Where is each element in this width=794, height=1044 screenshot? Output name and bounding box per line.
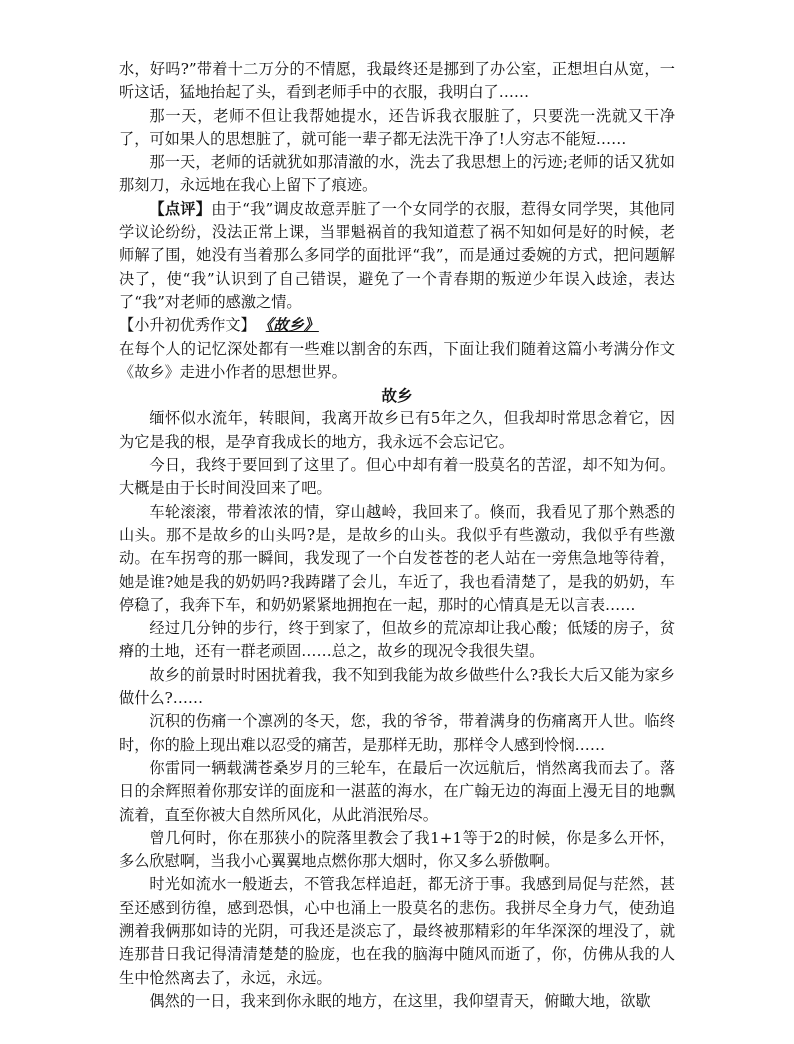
document-page — [119, 58, 675, 1013]
essay-title: 故乡 — [381, 386, 413, 406]
essay-paragraph: 车轮滚滚，带着浓浓的情，穿山越岭，我回来了。倏而，我看见了那个熟悉的山头。那不是故乡的山头吗?是，是故乡的山头。我似乎有些激动，我似乎有些激动。在车拐弯的那一瞬间，我发现了一个白发苍苍的老人站在一旁焦急地等待着，她是谁?她是我的奶奶吗?我踌躇了会儿，车近了，我也看清楚了，是我的奶奶，车停稳了，我奔下车，和奶奶紧紧地拥抱在一起，那时的心情真是无以言表…… — [119, 502, 675, 614]
essay-paragraph: 沉积的伤痛一个凛冽的冬天，您，我的爷爷，带着满身的伤痛离开人世。临终时，你的脸上现出难以忍受的痛苦，是那样无助，那样令人感到怜悯…… — [119, 712, 675, 754]
review-label: 【点评】 — [149, 199, 212, 218]
section-title: 《故乡》 — [265, 316, 319, 335]
review-text: 由于“我”调皮故意弄脏了一个女同学的衣服，惹得女同学哭，其他同学议论纷纷，没法正常上课，当罪魁祸首的我知道惹了祸不知如何是好的时候，老师解了围，她没有当着那么多同学的面批评“我”，而是通过委婉的方式，把问题解决了，使“我”认识到了自己错误，避免了一个青春期的叛逆少年误入歧途，表达了“我”对老师的感激之情。 — [119, 199, 675, 311]
essay-paragraph: 曾几何时，你在那狭小的院落里教会了我1+1等于2的时候，你是多么开怀，多么欣慰啊，当我小心翼翼地点燃你那大烟时，你又多么骄傲啊。 — [119, 828, 675, 871]
essay-paragraph: 偶然的一日，我来到你永眠的地方，在这里，我仰望青天，俯瞰大地，欲歇 — [149, 991, 651, 1010]
section-heading — [119, 314, 675, 337]
essay-paragraph: 今日，我终于要回到了这里了。但心中却有着一股莫名的苦涩，却不知为何。大概是由于长时间没回来了吧。 — [119, 456, 675, 498]
section-label: 【小升初优秀作文】 — [119, 316, 256, 335]
essay-paragraph: 你雷同一辆载满苍桑岁月的三轮车，在最后一次远航后，悄然离我而去了。落日的余辉照着你那安详的面庞和一湛蓝的海水，在广翰无边的海面上漫无目的地飘流着，直至你被大自然所风化，从此消泯殆尽。 — [119, 758, 675, 824]
story-paragraph: 那一天，老师的话就犹如那清澈的水，洗去了我思想上的污迹;老师的话又犹如那刻刀，永远地在我心上留下了痕迹。 — [119, 153, 675, 195]
essay-paragraph: 经过几分钟的步行，终于到家了，但故乡的荒凉却让我心酸；低矮的房子，贫瘠的土地，还有一群老顽固……总之，故乡的现况令我很失望。 — [119, 619, 675, 661]
story-paragraph: 那一天，老师不但让我帮她提水，还告诉我衣服脏了，只要洗一洗就又干净了，可如果人的思想脏了，就可能一辈子都无法洗干净了!人穷志不能短…… — [119, 106, 675, 148]
review-paragraph — [119, 198, 675, 314]
story-paragraph: 水，好吗?”带着十二万分的不情愿，我最终还是挪到了办公室，正想坦白从宽，一听这话，猛地抬起了头，看到老师手中的衣服，我明白了…… — [119, 60, 675, 102]
essay-paragraph: 时光如流水一般逝去，不管我怎样追赶，都无济于事。我感到局促与茫然，甚至还感到彷徨，感到恐惧，心中也涌上一股莫名的悲伤。我拼尽全身力气，使劲追溯着我俩那如诗的光阴，可我还是淡忘了，最终被那精彩的年华深深的埋没了，就连那昔日我记得清清楚楚的脸庞，也在我的脑海中随风而逝了，你，仿佛从我的人生中怆然离去了，永远，永远。 — [119, 875, 675, 987]
essay-paragraph: 故乡的前景时时困扰着我，我不知到我能为故乡做些什么?我长大后又能为家乡做什么?…… — [119, 665, 675, 708]
essay-paragraph: 缅怀似水流年，转眼间，我离开故乡已有5年之久，但我却时常思念着它，因为它是我的根，是孕育我成长的地方，我永远不会忘记它。 — [119, 409, 675, 451]
section-intro: 在每个人的记忆深处都有一些难以割舍的东西，下面让我们随着这篇小考满分作文《故乡》走进小作者的思想世界。 — [119, 339, 675, 381]
